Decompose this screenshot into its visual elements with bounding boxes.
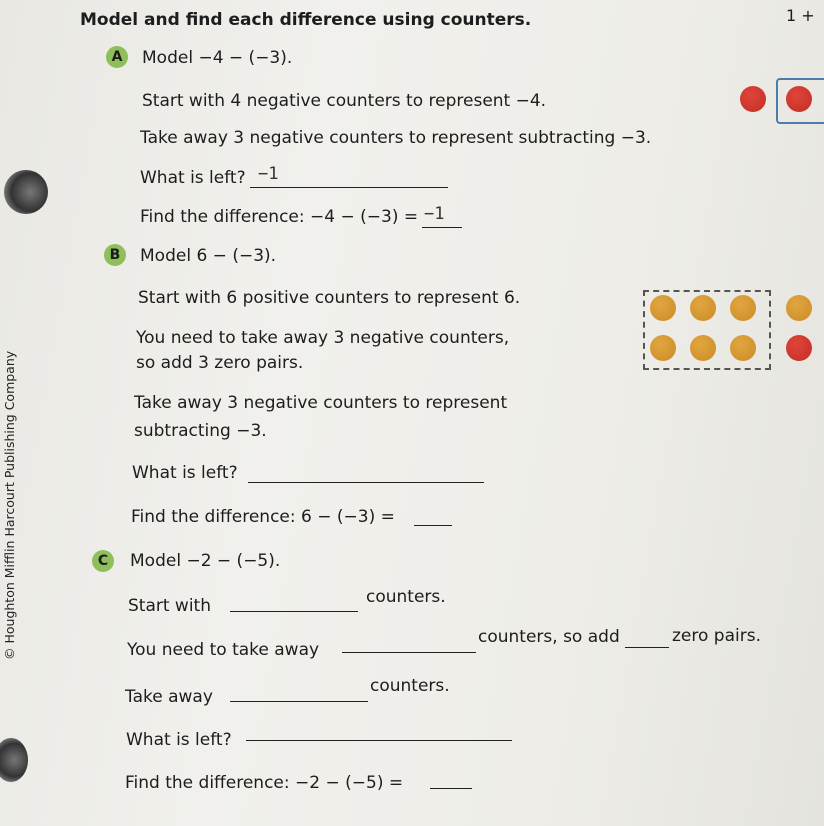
part-c-zero-pairs: zero pairs. (672, 626, 761, 646)
part-c-need-take: You need to take away (127, 640, 320, 660)
part-b-step3-line1: Take away 3 negative counters to represent (134, 393, 508, 413)
part-a-question-diff: Find the difference: −4 − (−3) = (140, 207, 419, 227)
part-c-start-blank[interactable] (230, 610, 358, 612)
part-c-counters2: counters. (370, 676, 450, 696)
part-c-badge: C (92, 550, 114, 572)
part-c-take-blank[interactable] (342, 651, 476, 653)
part-a-step1: Start with 4 negative counters to represent −4. (142, 91, 547, 111)
part-b-step2-line1: You need to take away 3 negative counters, (136, 328, 510, 348)
negative-counter (786, 335, 812, 361)
part-c-question-left: What is left? (126, 730, 232, 750)
positive-counter (690, 335, 716, 361)
page-instruction: Model and find each difference using counters. (80, 10, 532, 30)
positive-counter (690, 295, 716, 321)
negative-counter (740, 86, 766, 112)
positive-counter (730, 335, 756, 361)
part-a-left-answer: −1 (258, 164, 279, 184)
part-a-diff-blank[interactable] (422, 226, 462, 228)
part-c-left-blank[interactable] (246, 739, 512, 741)
part-c-takeaway-blank[interactable] (230, 700, 368, 702)
part-c-counters-so-add: counters, so add (478, 627, 620, 647)
binder-hole-top (4, 170, 48, 214)
part-a-diff-answer: −1 (424, 204, 445, 224)
positive-counter (730, 295, 756, 321)
part-a-step2: Take away 3 negative counters to represent subtracting −3. (140, 128, 652, 148)
part-c-diff-blank[interactable] (430, 787, 472, 789)
binder-hole-bottom (0, 738, 28, 782)
part-a-left-blank[interactable] (250, 186, 448, 188)
positive-counter (650, 295, 676, 321)
part-b-question-left: What is left? (132, 463, 238, 483)
corner-mark: 1 + (786, 6, 815, 25)
part-b-left-blank[interactable] (248, 481, 484, 483)
part-a-title: Model −4 − (−3). (142, 48, 293, 68)
copyright-text: © Houghton Mifflin Harcourt Publishing Company (2, 350, 17, 660)
part-b-diff-blank[interactable] (414, 524, 452, 526)
part-c-take-away: Take away (125, 687, 213, 707)
part-b-step3-line2: subtracting −3. (134, 421, 267, 441)
part-a-badge: A (106, 46, 128, 68)
part-c-question-diff: Find the difference: −2 − (−5) = (125, 773, 404, 793)
positive-counter (650, 335, 676, 361)
part-c-counters1: counters. (366, 587, 446, 607)
part-c-title: Model −2 − (−5). (130, 551, 281, 571)
negative-counter (786, 86, 812, 112)
part-b-title: Model 6 − (−3). (140, 246, 277, 266)
part-b-step1: Start with 6 positive counters to represent 6. (138, 288, 521, 308)
part-b-question-diff: Find the difference: 6 − (−3) = (131, 507, 395, 527)
part-b-step2-line2: so add 3 zero pairs. (136, 353, 304, 373)
positive-counter (786, 295, 812, 321)
part-b-badge: B (104, 244, 126, 266)
part-c-start-with: Start with (128, 596, 211, 616)
part-a-question-left: What is left? (140, 168, 246, 188)
part-c-pairs-blank[interactable] (625, 646, 669, 648)
